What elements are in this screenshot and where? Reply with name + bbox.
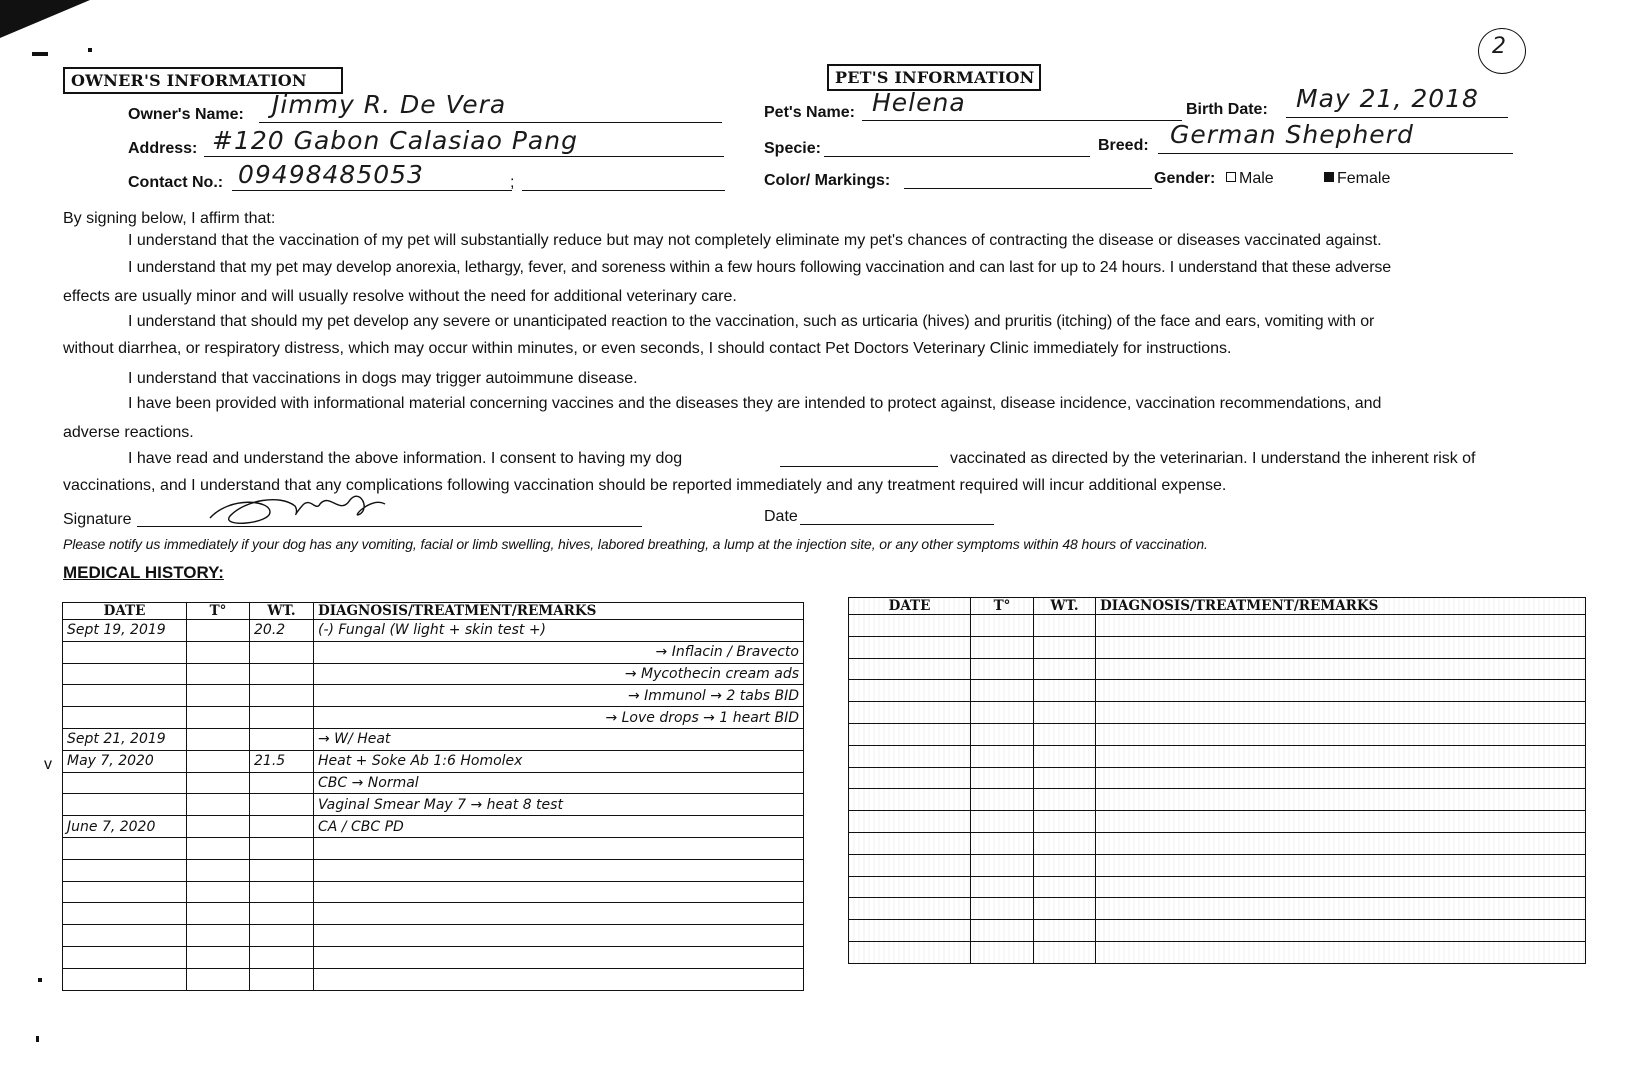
cell-temp[interactable] (971, 658, 1034, 680)
affirm-p2a: I understand that my pet may develop anorexia, lethargy, fever, and soreness within a few hours following vaccination and can last for up to 24 hours. I understand that these adverse (128, 259, 1392, 276)
affirm-p4: I understand that vaccinations in dogs may trigger autoimmune disease. (128, 370, 638, 387)
signature-scribble (200, 486, 400, 536)
table-row (849, 876, 1586, 898)
cell-remarks[interactable] (1096, 745, 1586, 767)
cell-date[interactable] (849, 658, 971, 680)
cell-temp[interactable] (187, 881, 250, 903)
cell-remarks[interactable]: (-) Fungal (W light + skin test +) (314, 620, 804, 642)
table-row (849, 658, 1586, 680)
cell-date[interactable] (63, 641, 187, 663)
table-row (849, 898, 1586, 920)
cell-remarks[interactable]: Vaginal Smear May 7 → heat 8 test (314, 794, 804, 816)
table-row (63, 750, 804, 772)
col-date-header: DATE (63, 603, 187, 620)
cell-temp[interactable] (971, 811, 1034, 833)
cell-temp[interactable] (187, 816, 250, 838)
pet-section-title: PET'S INFORMATION (827, 64, 1041, 91)
cell-date[interactable] (849, 680, 971, 702)
table-row (63, 859, 804, 881)
table-header-row (849, 598, 1586, 615)
cell-temp[interactable] (971, 789, 1034, 811)
cell-date[interactable] (849, 854, 971, 876)
cell-temp[interactable] (187, 685, 250, 707)
cell-temp[interactable] (187, 750, 250, 772)
cell-weight[interactable] (1034, 854, 1096, 876)
table-row (63, 925, 804, 947)
cell-temp[interactable] (187, 641, 250, 663)
affirm-intro: By signing below, I affirm that: (63, 210, 276, 227)
cell-remarks[interactable]: CBC → Normal (314, 772, 804, 794)
cell-remarks[interactable] (1096, 615, 1586, 637)
owner-contact-label: Contact No.: (128, 174, 224, 191)
cell-remarks[interactable] (314, 946, 804, 968)
cell-remarks[interactable] (1096, 658, 1586, 680)
cell-temp[interactable] (187, 728, 250, 750)
cell-weight[interactable] (1034, 745, 1096, 767)
cell-weight[interactable] (1034, 658, 1096, 680)
cell-date[interactable] (63, 859, 187, 881)
affirm-p6a-1: I have read and understand the above information. I consent to having my dog (128, 450, 683, 467)
table-row (63, 946, 804, 968)
cell-date[interactable] (63, 903, 187, 925)
table-row (849, 811, 1586, 833)
cell-temp[interactable] (971, 680, 1034, 702)
cell-weight[interactable] (250, 859, 314, 881)
scan-dot-mark (88, 48, 92, 52)
cell-date[interactable] (849, 702, 971, 724)
cell-weight[interactable]: 21.5 (250, 750, 314, 772)
cell-weight[interactable]: 20.2 (250, 620, 314, 642)
owner-section-title: OWNER'S INFORMATION (63, 67, 343, 94)
table-row (849, 832, 1586, 854)
table-row (849, 767, 1586, 789)
table-row (63, 816, 804, 838)
pet-birth-value: May 21, 2018 (1296, 84, 1479, 113)
owner-name-value: Jimmy R. De Vera (272, 90, 507, 119)
cell-date[interactable] (849, 745, 971, 767)
col-temp-header: T° (971, 598, 1034, 615)
cell-remarks[interactable] (1096, 898, 1586, 920)
table-row (849, 941, 1586, 963)
scan-dot-mark-2 (38, 978, 42, 982)
pet-breed-label: Breed: (1098, 137, 1149, 154)
cell-date[interactable] (849, 898, 971, 920)
cell-remarks[interactable]: → Mycothecin cream ads (314, 663, 804, 685)
table-row (63, 641, 804, 663)
col-remarks-header: DIAGNOSIS/TREATMENT/REMARKS (1096, 598, 1586, 615)
table-row (63, 968, 804, 990)
cell-temp[interactable] (187, 837, 250, 859)
cell-date[interactable] (849, 615, 971, 637)
col-weight-header: WT. (250, 603, 314, 620)
cell-date[interactable] (63, 881, 187, 903)
table-row (849, 636, 1586, 658)
cell-remarks[interactable]: CA / CBC PD (314, 816, 804, 838)
cell-weight[interactable] (1034, 767, 1096, 789)
cell-date[interactable] (63, 968, 187, 990)
cell-weight[interactable] (1034, 702, 1096, 724)
cell-remarks[interactable] (1096, 811, 1586, 833)
cell-date[interactable] (63, 685, 187, 707)
table-row (63, 903, 804, 925)
table-row (849, 702, 1586, 724)
cell-temp[interactable] (971, 745, 1034, 767)
cell-date[interactable]: May 7, 2020 (63, 750, 187, 772)
col-date-header: DATE (849, 598, 971, 615)
cell-weight[interactable] (1034, 898, 1096, 920)
affirm-p5a: I have been provided with informational material concerning vaccines and the diseases they are intended to protect against, disease incidence, vaccination recommendations, and (128, 395, 1382, 412)
affirm-p3a: I understand that should my pet develop any severe or unanticipated reaction to the vaccination, such as urticaria (hives) and pruritis (itching) of the face and ears, vomiting with or (128, 313, 1375, 330)
cell-temp[interactable] (187, 859, 250, 881)
cell-remarks[interactable] (1096, 832, 1586, 854)
pet-breed-line (1158, 153, 1513, 154)
cell-date[interactable]: Sept 19, 2019 (63, 620, 187, 642)
cell-remarks[interactable] (1096, 854, 1586, 876)
medical-history-table-right (848, 597, 1586, 964)
cell-date[interactable] (849, 767, 971, 789)
cell-weight[interactable] (250, 728, 314, 750)
pet-name-line (862, 120, 1182, 121)
cell-remarks[interactable]: → Immunol → 2 tabs BID (314, 685, 804, 707)
cell-remarks[interactable] (314, 925, 804, 947)
owner-address-line (204, 156, 724, 157)
cell-temp[interactable] (187, 620, 250, 642)
affirm-p5b: adverse reactions. (63, 424, 194, 441)
cell-date[interactable] (849, 941, 971, 963)
cell-date[interactable] (849, 920, 971, 942)
cell-remarks[interactable]: → W/ Heat (314, 728, 804, 750)
cell-weight[interactable] (1034, 941, 1096, 963)
cell-weight[interactable] (250, 903, 314, 925)
cell-remarks[interactable] (1096, 702, 1586, 724)
cell-weight[interactable] (1034, 832, 1096, 854)
dog-name-blank (780, 466, 938, 467)
cell-temp[interactable] (187, 925, 250, 947)
cell-temp[interactable] (187, 903, 250, 925)
owner-address-label: Address: (128, 140, 198, 157)
signature-label: Signature (63, 511, 132, 528)
cell-weight[interactable] (250, 925, 314, 947)
cell-date[interactable]: Sept 21, 2019 (63, 728, 187, 750)
date-line[interactable] (800, 524, 994, 525)
cell-date[interactable] (849, 832, 971, 854)
pet-specie-line (824, 156, 1090, 157)
cell-date[interactable] (849, 811, 971, 833)
medical-history-table-left (62, 602, 804, 991)
table-row (849, 920, 1586, 942)
notify-note: Please notify us immediately if your dog has any vomiting, facial or limb swelling, hives, labored breathing, a lump at the injection site, or any other symptoms within 48 hours of vaccination. (63, 536, 1208, 552)
affirm-p3b: without diarrhea, or respiratory distress, which may occur within minutes, or even seconds, I should contact Pet Doctors Veterinary Clinic immediately for instructions. (63, 340, 1232, 357)
owner-address-value: #120 Gabon Calasiao Pang (212, 126, 578, 155)
table-row (63, 728, 804, 750)
medical-history-heading: MEDICAL HISTORY: (63, 563, 224, 582)
cell-temp[interactable] (971, 723, 1034, 745)
cell-weight[interactable] (250, 794, 314, 816)
pet-specie-label: Specie: (764, 140, 821, 157)
pet-birth-line (1286, 117, 1508, 118)
cell-weight[interactable] (250, 641, 314, 663)
cell-temp[interactable] (187, 772, 250, 794)
gender-male-option[interactable] (1222, 170, 1274, 188)
cell-remarks[interactable] (314, 968, 804, 990)
cell-date[interactable] (63, 837, 187, 859)
cell-temp[interactable] (971, 702, 1034, 724)
cell-temp[interactable] (971, 876, 1034, 898)
table-row (849, 615, 1586, 637)
owner-name-label: Owner's Name: (128, 106, 244, 123)
cell-remarks[interactable]: Heat + Soke Ab 1:6 Homolex (314, 750, 804, 772)
affirm-p6b: vaccinations, and I understand that any complications following vaccination should be reported immediately and any treatment required will incur additional expense. (63, 477, 1227, 494)
pet-color-label: Color/ Markings: (764, 172, 891, 189)
cell-date[interactable] (63, 946, 187, 968)
cell-remarks[interactable] (314, 859, 804, 881)
table-row (849, 789, 1586, 811)
table-row (849, 723, 1586, 745)
cell-temp[interactable] (971, 920, 1034, 942)
cell-temp[interactable] (187, 946, 250, 968)
owner-contact-separator: ; (510, 174, 515, 191)
margin-check-mark: v (44, 756, 52, 773)
pet-name-label: Pet's Name: (764, 104, 855, 121)
cell-temp[interactable] (971, 636, 1034, 658)
cell-remarks[interactable] (1096, 941, 1586, 963)
pet-gender-label: Gender: (1154, 170, 1216, 187)
gender-female-checkbox[interactable] (1324, 172, 1334, 182)
affirm-p1: I understand that the vaccination of my pet will substantially reduce but may not completely eliminate my pet's chances of contracting the disease or diseases vaccinated against. (128, 232, 1382, 249)
cell-date[interactable] (63, 707, 187, 729)
cell-weight[interactable] (1034, 636, 1096, 658)
cell-weight[interactable] (1034, 615, 1096, 637)
cell-remarks[interactable]: → Love drops → 1 heart BID (314, 707, 804, 729)
table-row (849, 745, 1586, 767)
cell-weight[interactable] (1034, 680, 1096, 702)
pet-breed-value: German Shepherd (1170, 120, 1414, 149)
table-row (63, 881, 804, 903)
pet-name-value: Helena (872, 88, 966, 117)
owner-contact-line-2 (522, 190, 725, 191)
owner-name-line (259, 122, 722, 123)
cell-weight[interactable] (1034, 723, 1096, 745)
cell-date[interactable]: June 7, 2020 (63, 816, 187, 838)
affirm-p2b: effects are usually minor and will usually resolve without the need for additional veterinary care. (63, 288, 737, 305)
cell-remarks[interactable] (1096, 636, 1586, 658)
cell-remarks[interactable] (1096, 723, 1586, 745)
table-row (63, 620, 804, 642)
gender-female-option[interactable] (1320, 170, 1390, 188)
cell-remarks[interactable] (1096, 876, 1586, 898)
cell-weight[interactable] (250, 837, 314, 859)
cell-temp[interactable] (971, 615, 1034, 637)
cell-date[interactable] (63, 925, 187, 947)
col-temp-header: T° (187, 603, 250, 620)
gender-male-label: Male (1239, 170, 1274, 187)
page-number-mark: 2 (1492, 34, 1507, 59)
cell-weight[interactable] (250, 707, 314, 729)
cell-weight[interactable] (250, 685, 314, 707)
cell-temp[interactable] (187, 663, 250, 685)
cell-temp[interactable] (971, 832, 1034, 854)
col-weight-header: WT. (1034, 598, 1096, 615)
cell-remarks[interactable] (314, 881, 804, 903)
table-row (63, 772, 804, 794)
table-header-row (63, 603, 804, 620)
gender-female-label: Female (1337, 170, 1391, 187)
cell-date[interactable] (63, 772, 187, 794)
cell-remarks[interactable] (1096, 767, 1586, 789)
cell-temp[interactable] (971, 854, 1034, 876)
cell-weight[interactable] (1034, 789, 1096, 811)
cell-weight[interactable] (250, 663, 314, 685)
table-row (63, 707, 804, 729)
scan-dot-mark-3 (36, 1036, 39, 1042)
table-row (63, 685, 804, 707)
cell-remarks[interactable] (1096, 920, 1586, 942)
cell-weight[interactable] (1034, 811, 1096, 833)
cell-date[interactable] (849, 723, 971, 745)
scan-corner-mark (0, 0, 90, 38)
table-row (63, 837, 804, 859)
owner-contact-value: 09498485053 (238, 160, 424, 189)
owner-contact-line (232, 190, 512, 191)
cell-date[interactable] (63, 794, 187, 816)
cell-weight[interactable] (1034, 876, 1096, 898)
cell-temp[interactable] (971, 898, 1034, 920)
cell-temp[interactable] (971, 941, 1034, 963)
date-label: Date (764, 508, 798, 525)
cell-remarks[interactable]: → Inflacin / Bravecto (314, 641, 804, 663)
cell-remarks[interactable] (314, 837, 804, 859)
table-row (63, 663, 804, 685)
cell-date[interactable] (849, 636, 971, 658)
cell-weight[interactable] (1034, 920, 1096, 942)
table-row (849, 854, 1586, 876)
cell-date[interactable] (63, 663, 187, 685)
cell-weight[interactable] (250, 881, 314, 903)
cell-remarks[interactable] (1096, 789, 1586, 811)
gender-male-checkbox[interactable] (1226, 172, 1236, 182)
cell-date[interactable] (849, 789, 971, 811)
cell-remarks[interactable] (314, 903, 804, 925)
cell-temp[interactable] (971, 767, 1034, 789)
affirm-p6a-2: vaccinated as directed by the veterinarian. I understand the inherent risk of (950, 450, 1476, 467)
cell-weight[interactable] (250, 772, 314, 794)
pet-birth-label: Birth Date: (1186, 101, 1268, 118)
col-remarks-header: DIAGNOSIS/TREATMENT/REMARKS (314, 603, 804, 620)
cell-remarks[interactable] (1096, 680, 1586, 702)
pet-color-line (904, 188, 1152, 189)
cell-temp[interactable] (187, 968, 250, 990)
table-row (849, 680, 1586, 702)
table-row (63, 794, 804, 816)
cell-date[interactable] (849, 876, 971, 898)
cell-weight[interactable] (250, 968, 314, 990)
cell-temp[interactable] (187, 794, 250, 816)
scan-dash-mark (32, 52, 48, 56)
cell-weight[interactable] (250, 816, 314, 838)
cell-weight[interactable] (250, 946, 314, 968)
cell-temp[interactable] (187, 707, 250, 729)
